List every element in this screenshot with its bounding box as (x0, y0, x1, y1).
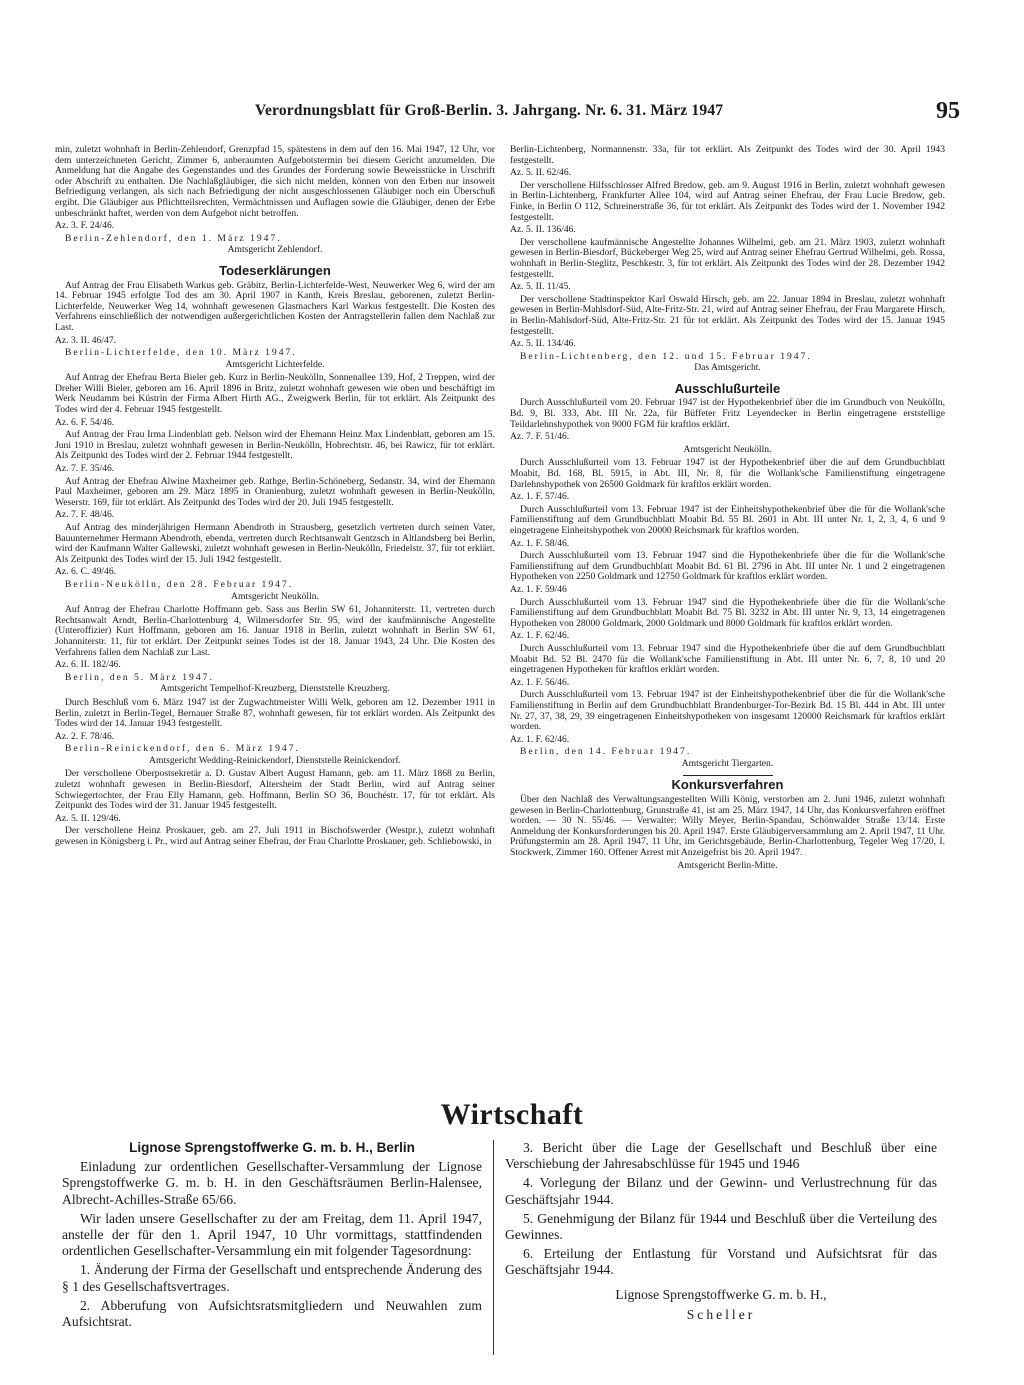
left-column (55, 145, 495, 850)
paragraph: Der verschollene Hilfsschlosser Alfred Bredow, geb. am 9. August 1916 in Berlin, zuletzt wohnhaft gewesen in Berlin-Lichtenberg, Frankfurter Allee 104, wird auf Antrag seiner Ehefrau, der Frau Lucie Bredow, geb. Finke, in Berlin O 112, Schreinerstraße 36, für tot erklärt. Als Zeitpunkt des Todes wird der 1. November 1942 festgestellt. (510, 179, 945, 223)
court-signature: Amtsgericht Neukölln. (683, 443, 772, 455)
place-date: Berlin-Zehlendorf, den 1. März 1947. (65, 232, 282, 244)
file-reference: Az. 1. F. 59/46 (510, 583, 567, 595)
paragraph: Wir laden unsere Gesellschafter zu der am Freitag, dem 11. April 1947, anstelle der für den 1. April 1947, 10 Uhr vormittags, stattfindenden ordentlichen Gesellschafter-Versammlung ein mit folgender Tagesordnung: (62, 1210, 482, 1259)
paragraph: Auf Antrag der Ehefrau Charlotte Hoffmann geb. Sass aus Berlin SW 61, Johanniterstr. 11, vertreten durch Rechtsanwalt Arndt, Berlin-Charlottenburg 4, Wilmersdorfer Str. 95, wird der kaufmännische Angestellte (Unteroffizier) Kurt Hoffmann, geboren am 16. Januar 1918 in Berlin, zuletzt wohnhaft in Berlin SW 61, Johanniterstr. 11, für tot erklärt. Der Zeitpunkt seines Todes ist der 18. Januar 1943, 24 Uhr. Die Kosten des Verfahrens fallen dem Nachlaß zur Last. (55, 604, 495, 658)
company-heading: Lignose Sprengstoffwerke G. m. b. H., Berlin (129, 1140, 415, 1155)
file-reference: Az. 7. F. 51/46. (510, 431, 570, 443)
agenda-item: 2. Abberufung von Aufsichtsratsmitgliedern und Neuwahlen zum Aufsichtsrat. (62, 1297, 482, 1330)
file-reference: Az. 1. F. 58/46. (510, 537, 570, 549)
agenda-item: 4. Vorlegung der Bilanz und der Gewinn- und Verlustrechnung für das Geschäftsjahr 1944. (505, 1175, 937, 1207)
paragraph: Über den Nachlaß des Verwaltungsangestellten Willi König, verstorben am 2. Juni 1946, zuletzt wohnhaft gewesen in Berlin-Charlottenburg, Grunstraße 41, ist am 25. März 1947, 14 Uhr, das Konkursverfahren eröffnet worden. — 30 N. 55/46. — Verwalter: Willy Meyer, Berlin-Spandau, Schönwalder Straße 13/14. Erste Anmeldung der Konkursforderungen bis 20. April 1947. Erste Gläubigerversammlung am 2. April 1947, 11 Uhr. Prüfungstermin am 28. April 1947, 11 Uhr, im Gerichtsgebäude, Berlin-Charlottenburg, Tegeler Weg 17/20, I. Stockwerk, Zimmer 160. Offener Arrest mit Anzeigefrist bis 20. April 1947. (510, 794, 945, 859)
paragraph: Der verschollene Oberpostsekretär a. D. Gustav Albert August Hamann, geb. am 11. März 1868 zu Berlin, zuletzt wohnhaft gewesen in Berlin-Biesdorf, Altersheim der Stadt Berlin, wird auf Antrag seiner Schwiegertochter, der Frau Elly Hamann, geb. Hoffmann, Berlin SO 36, Bouchéstr. 17, für tot erklärt. Als Zeitpunkt des Todes wird der 31. Januar 1945 festgestellt. (55, 768, 495, 812)
agenda-item: 6. Erteilung der Entlastung für Vorstand und Aufsichtsrat für das Geschäftsjahr 1944. (505, 1246, 937, 1278)
file-reference: Az. 6. II. 182/46. (55, 659, 121, 671)
paragraph: Einladung zur ordentlichen Gesellschafter-Versammlung der Lignose Sprengstoffwerke G. m. b. H. in den Geschäftsräumen Berlin-Halensee, Albrecht-Achilles-Straße 65/66. (62, 1159, 482, 1207)
file-reference: Az. 3. II. 46/47. (55, 334, 117, 346)
file-reference: Az. 6. F. 54/46. (55, 416, 115, 428)
column-divider (493, 1140, 494, 1355)
file-reference: Az. 5. II. 136/46. (510, 224, 576, 236)
page-header (255, 98, 960, 128)
agenda-item: 5. Genehmigung der Bilanz für 1944 und Beschluß über die Verteilung des Gewinnes. (505, 1210, 937, 1243)
section-heading-todeserklaerungen: Todeserklärungen (219, 262, 331, 278)
place-date: Berlin-Neukölln, den 28. Februar 1947. (65, 578, 294, 590)
page-number: 95 (936, 98, 960, 124)
file-reference: Az. 3. F. 24/46. (55, 220, 115, 232)
court-signature: Amtsgericht Zehlendorf. (227, 244, 323, 256)
paragraph: Durch Beschluß vom 6. März 1947 ist der Zugwachtmeister Willi Welk, geboren am 12. Dezember 1911 in Berlin, zuletzt in Berlin-Tegel, Bernauer Straße 87, wohnhaft gewesen, für tot erklärt worden. Als Zeitpunkt des Todes wird der 14. Januar 1943 festgestellt. (55, 696, 495, 730)
file-reference: Az. 6. C. 49/46. (55, 566, 117, 578)
paragraph: Durch Ausschlußurteil vom 13. Februar 1947 ist der Einheitshypothekenbrief über die für die Wollank'sche Familienstiftung in Berlin auf dem Grundbuchblatt Brandenburger-Tor-Bezirk Bd. 15 Bl. 444 in Abt. III unter Nr. 27, 37, 38, 29, 39 eingetragenen Einheitshypotheken von insgesamt 120000 Reichsmark für kraftlos erklärt worden. (510, 689, 945, 733)
signature-name: Scheller (686, 1306, 756, 1322)
court-signature: Amtsgericht Tempelhof-Kreuzberg, Dienststelle Kreuzberg. (160, 683, 390, 695)
court-signature: Amtsgericht Wedding-Reinickendorf, Dienststelle Reinickendorf. (149, 754, 401, 766)
section-title-wirtschaft: Wirtschaft (440, 1098, 584, 1131)
file-reference: Az. 5. II. 129/46. (55, 812, 121, 824)
section-heading-konkursverfahren: Konkursverfahren (671, 777, 784, 793)
paragraph: Auf Antrag der Frau Irma Lindenblatt geb. Nelson wird der Ehemann Heinz Max Lindenblatt, geboren am 15. Juni 1910 in Breslau, zuletzt wohnhaft gewesen in Berlin-Neukölln, Hobrechtstr. 46, bei Rawicz, für tot erklärt. Als Zeitpunkt des Todes wird der 2. Februar 1944 festgestellt. (55, 429, 495, 462)
paragraph: Der verschollene kaufmännische Angestellte Johannes Wilhelmi, geb. am 21. März 1903, zuletzt wohnhaft gewesen in Berlin-Biesdorf, Bückeberger Weg 25, wird auf Antrag seiner Ehefrau Gertrud Wilhelmi, geb. Rossa, wohnhaft in Berlin-Steglitz, Peschkestr. 3, für tot erklärt. Als Zeitpunkt des Todes wird der 28. Dezember 1942 festgestellt. (510, 236, 945, 280)
signature-company: Lignose Sprengstoffwerke G. m. b. H., (615, 1286, 827, 1302)
agenda-item: 3. Bericht über die Lage der Gesellschaft und Beschluß über eine Verschiebung der Jahresabschlüsse für 1945 und 1946 (505, 1140, 937, 1172)
file-reference: Az. 1. F. 57/46. (510, 491, 570, 503)
file-reference: Az. 7. F. 35/46. (55, 463, 115, 475)
paragraph: Durch Ausschlußurteil vom 13. Februar 1947 ist der Einheitshypothekenbrief über die für die Wollank'sche Familienstiftung auf dem Grundbuchblatt Moabit Bd. 55 Bl. 2601 in Abt. III unter Nr. 1, 2, 3, 4, 6 und 9 eingetragene Einheitshypothek von 20000 Reichsmark für kraftlos worden. (510, 503, 945, 536)
place-date: Berlin-Lichterfelde, den 10. März 1947. (65, 347, 297, 359)
right-column (510, 145, 945, 874)
court-signature: Das Amtsgericht. (694, 362, 761, 374)
paragraph: Durch Ausschlußurteil vom 13. Februar 1947 sind die Hypothekenbriefe über die auf dem Grundbuchblatt Moabit Bd. 52 Bl. 2470 für die Wollank'sche Familienstiftung in Abt. III unter Nr. 6, 7, 8, 10 und 20 eingetragenen Hypotheken für kraftlos erklärt worden. (510, 642, 945, 676)
paragraph: Durch Ausschlußurteil vom 13. Februar 1947 sind die Hypothekenbriefe über die für die Wollank'sche Familienstiftung auf dem Grundbuchblatt Moabit Bd. 61 Bl. 2796 in Abt. III unter Nr. 1 und 2 eingetragenen Hypotheken von 2250 Goldmark und 12750 Goldmark für kraftlos erklärt worden. (510, 550, 945, 583)
paragraph: Auf Antrag des minderjährigen Hermann Abendroth in Strausberg, gesetzlich vertreten durch seinen Vater, Bauunternehmer Hermann Abendroth, ebenda, vertreten durch Rechtsanwalt Gentzsch in Altlandsberg bei Berlin, wird der Kaufmann Walter Gallewski, zuletzt wohnhaft gewesen in Berlin-Neukölln, Friedelstr. 37, für tot erklärt. Als Zeitpunkt des Todes wird der 15. Juli 1942 festgestellt. (55, 522, 495, 565)
place-date: Berlin, den 14. Februar 1947. (520, 746, 692, 758)
file-reference: Az. 2. F. 78/46. (55, 730, 115, 742)
paragraph: Durch Ausschlußurteil vom 13. Februar 1947 sind die Hypothekenbriefe über die für die Wollank'sche Familienstiftung auf dem Grundbuchblatt Moabit Bd. 75 Bl. 3232 in Abt. III unter Nr. 9, 13, 14 eingetragenen Hypotheken von 28000 Goldmark, 2000 Goldmark und 8000 Goldmark für kraftlos erklärt worden. (510, 596, 945, 629)
court-signature: Amtsgericht Berlin-Mitte. (677, 859, 778, 871)
file-reference: Az. 1. F. 62/46. (510, 630, 570, 642)
paragraph: Durch Ausschlußurteil vom 13. Februar 1947 ist der Hypothekenbrief über die auf dem Grundbuchblatt Moabit, Bd. 168, Bl. 5915, in Abt. III, Nr. 8, für die Wollank'sche Familienstiftung eingetragene Darlehnshypothek von 26500 Goldmark für kraftlos erklärt worden. (510, 457, 945, 490)
file-reference: Az. 7. F. 48/46. (55, 509, 115, 521)
paragraph: Durch Ausschlußurteil vom 20. Februar 1947 ist der Hypothekenbrief über die im Grundbuch von Neukölln, Bd. 9, Bl. 333, Abt. III Nr. 22a, für Büffeter Fritz Leyendecker in Berlin eingetragene erststellige Teildarlehnshypothek von 9000 FGM für kraftlos erklärt. (510, 397, 945, 430)
section-heading-ausschlussurteile: Ausschlußurteile (674, 380, 781, 396)
paragraph: Auf Antrag der Ehefrau Berta Bieler geb. Kurz in Berlin-Neukölln, Sonnenallee 139, Hof, 2 Treppen, wird der Dreher Willi Bieler, geboren am 16. April 1896 in Britz, zuletzt wohnhaft gewesen wie oben und beschäftigt im Werk Neudamm bei Küstrin der Firma Albert Hirth AG., Zweigwerk Berlin, für tot erklärt. Als Zeitpunkt des Todes wird der 4. Februar 1945 festgestellt. (55, 372, 495, 416)
paragraph: min, zuletzt wohnhaft in Berlin-Zehlendorf, Grenzpfad 15, spätestens in dem auf den 16. Mai 1947, 12 Uhr, vor dem unterzeichneten Gericht, Zimmer 6, anberaumten Aufgebotstermin bei diesem Gericht anzumelden. Die Anmeldung hat die Angabe des Gegenstandes und des Grundes der Forderung sowie Beweisstücke in Urschrift oder Abschrift zu enthalten. Die Nachlaßgläubiger, die sich nicht melden, können von den Erben nur insoweit Befriedigung verlangen, als sich nach Befriedigung der nicht ausgeschlossenen Gläubiger noch ein Überschuß ergibt. Die Gläubiger aus Pflichtteilsrechten, Vermächtnissen und Auflagen sowie die Gläubiger, denen der Erbe unbeschränkt haftet, werden von dem Aufgebot nicht betroffen. (55, 144, 495, 219)
paragraph: Auf Antrag der Frau Elisabeth Warkus geb. Gräbitz, Berlin-Lichterfelde-West, Neuwerker Weg 6, wird der am 14. Februar 1945 erfolgte Tod des am 30. April 1907 in Kanth, Kreis Breslau, geborenen, zuletzt Berlin-Lichterfelde, Neuwerker Weg 14, wohnhaft gewesenen Glasmachers Karl Warkus festgestellt. Die Kosten des Verfahrens einschließlich der notwendigen außergerichtlichen Kosten der Antragstellerin fallen dem Nachlaß zur Last. (55, 279, 495, 333)
court-signature: Amtsgericht Lichterfelde. (225, 358, 325, 370)
running-title: Verordnungsblatt für Groß-Berlin. 3. Jahrgang. Nr. 6. 31. März 1947 (255, 102, 724, 119)
paragraph: Der verschollene Heinz Proskauer, geb. am 27. Juli 1911 in Bischofswerder (Westpr.), zuletzt wohnhaft gewesen in Königsberg i. Pr., wird auf Antrag seiner Ehefrau, der Frau Charlotte Proskauer, geb. Schliebowski, in (55, 825, 495, 848)
file-reference: Az. 5. II. 134/46. (510, 338, 576, 350)
wirtschaft-left-column (62, 1140, 482, 1333)
place-date: Berlin, den 5. März 1947. (65, 671, 214, 683)
paragraph: Berlin-Lichtenberg, Normannenstr. 33a, für tot erklärt. Als Zeitpunkt des Todes wird der 30. April 1943 festgestellt. (510, 144, 945, 166)
court-signature: Amtsgericht Neukölln. (231, 590, 319, 602)
section-divider (683, 775, 773, 776)
paragraph: Auf Antrag der Ehefrau Alwine Maxheimer geb. Rathge, Berlin-Schöneberg, Sedanstr. 34, wird der Ehemann Paul Maxheimer, geboren am 29. März 1895 in Oranienburg, zuletzt wohnhaft gewesen in Berlin-Neukölln, Weserstr. 169, für tot erklärt. Als Zeitpunkt des Todes wird der 20. Juli 1945 festgestellt. (55, 475, 495, 508)
place-date: Berlin-Reinickendorf, den 6. März 1947. (65, 743, 300, 755)
file-reference: Az. 1. F. 56/46. (510, 676, 570, 688)
file-reference: Az. 5. II. 62/46. (510, 167, 572, 179)
court-signature: Amtsgericht Tiergarten. (681, 757, 774, 769)
wirtschaft-right-column (505, 1140, 937, 1323)
file-reference: Az. 5. II. 11/45. (510, 281, 571, 293)
paragraph: Der verschollene Stadtinspektor Karl Oswald Hirsch, geb. am 22. Januar 1894 in Breslau, zuletzt wohnhaft gewesen in Berlin-Mahlsdorf-Süd, Alte-Fritz-Str. 21, wird auf Antrag seiner Ehefrau, der Frau Margarete Hirsch, in Berlin-Mahlsdorf-Süd, Alte-Fritz-Str. 21 für tot erklärt. Als Zeitpunkt des Todes wird der 15. Januar 1945 festgestellt. (510, 293, 945, 337)
place-date: Berlin-Lichtenberg, den 12. und 15. Februar 1947. (520, 350, 812, 362)
file-reference: Az. 1. F. 62/46. (510, 733, 570, 745)
agenda-item: 1. Änderung der Firma der Gesellschaft und entsprechende Änderung des § 1 des Gesellschaftsvertrages. (62, 1262, 482, 1294)
